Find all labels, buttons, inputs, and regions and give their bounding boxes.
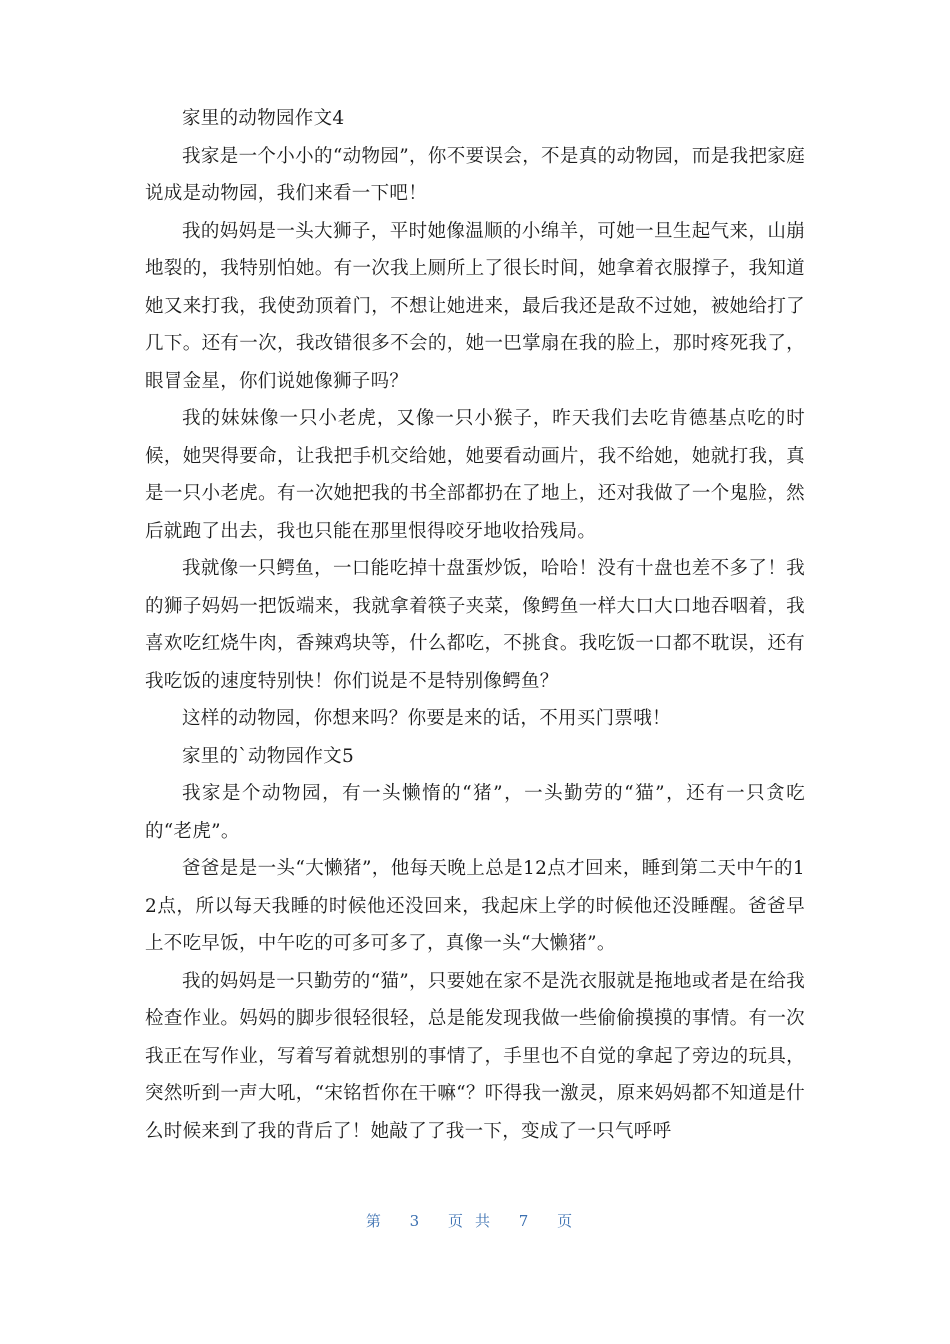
essay-title: 家里的动物园作文4 (182, 108, 345, 129)
page-number-footer: 第 3 页共 7 页 (365, 1212, 585, 1230)
paragraph: 我的妈妈是一只勤劳的“猫”，只要她在家不是洗衣服就是拖地或者是在给我检查作业。妈妈的脚步很轻很轻，总是能发现我做一些偷偷摸摸的事情。有一次我正在写作业，写着写着就想别的事情了，手里也不自觉的拿起了旁边的玩具，突然听到一声大吼，“宋铭哲你在干嘛“？吓得我一激灵，原来妈妈都不知道是什么时候来到了我的背后了！她敲了了我一下，变成了一只气呼呼 (145, 970, 805, 1142)
paragraph: 我的妈妈是一头大狮子，平时她像温顺的小绵羊，可她一旦生起气来，山崩地裂的，我特别怕她。有一次我上厕所上了很长时间，她拿着衣服撑子，我知道她又来打我，我使劲顶着门，不想让她进来，最后我还是敌不过她，被她给打了几下。还有一次，我改错很多不会的，她一巴掌扇在我的脸上，那时疼死我了，眼冒金星，你们说她像狮子吗？ (145, 220, 805, 392)
paragraph: 爸爸是是一头“大懒猪”，他每天晚上总是12点才回来，睡到第二天中午的12点，所以每天我睡的时候他还没回来，我起床上学的时候他还没睡醒。爸爸早上不吃早饭，中午吃的可多可多了，真像一头“大懒猪”。 (145, 858, 805, 954)
essay-title: 家里的`动物园作文5 (182, 745, 355, 767)
paragraph: 我家是一个小小的“动物园”，你不要误会，不是真的动物园，而是我把家庭说成是动物园，我们来看一下吧！ (145, 145, 805, 204)
paragraph: 我家是个动物园，有一头懒惰的“猪”，一头勤劳的“猫”，还有一只贪吃的“老虎”。 (145, 783, 805, 842)
document-body (145, 100, 805, 1150)
paragraph: 我就像一只鳄鱼，一口能吃掉十盘蛋炒饭，哈哈！没有十盘也差不多了！我的狮子妈妈一把饭端来，我就拿着筷子夹菜，像鳄鱼一样大口大口地吞咽着，我喜欢吃红烧牛肉，香辣鸡块等，什么都吃，不挑食。我吃饭一口都不耽误，还有我吃饭的速度特别快！你们说是不是特别像鳄鱼？ (145, 558, 805, 692)
paragraph: 我的妹妹像一只小老虎，又像一只小猴子，昨天我们去吃肯德基点吃的时候，她哭得要命，让我把手机交给她，她要看动画片，我不给她，她就打我，真是一只小老虎。有一次她把我的书全部都扔在了地上，还对我做了一个鬼脸，然后就跑了出去，我也只能在那里恨得咬牙地收拾残局。 (145, 408, 805, 542)
paragraph: 这样的动物园，你想来吗？你要是来的话，不用买门票哦！ (182, 708, 671, 729)
